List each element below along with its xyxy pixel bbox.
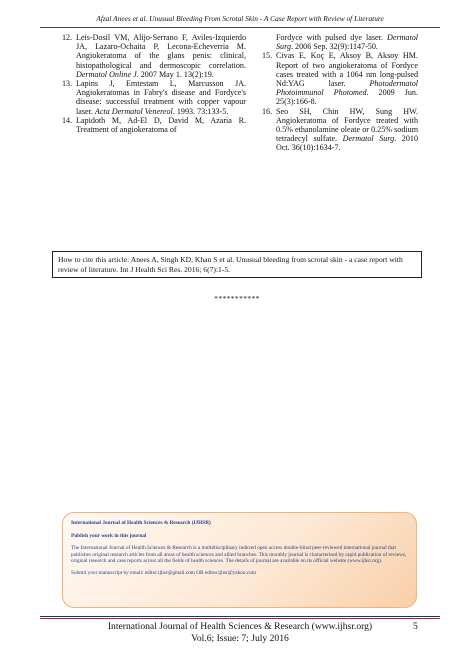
reference-number: 15.	[262, 51, 273, 61]
reference-item	[262, 33, 418, 51]
header-divider	[40, 27, 440, 28]
reference-text: Seo SH, Chin HW, Sung HW. Angiokeratoma of Fordyce treated with 0.5% ethanolamine oleate or 0.25% sodium tetradecyl sulfate. Dermatol Surg. 2010 Oct. 36(10):1634-7.	[276, 106, 418, 153]
running-header: Afzal Anees et al. Unusual Bleeding From Scrotal Skin - A Case Report with Review of Literature	[96, 14, 384, 23]
footer-divider-blue	[40, 616, 440, 617]
references-left-column	[62, 33, 246, 134]
page-number: 5	[413, 621, 418, 632]
reference-number: 12.	[62, 33, 73, 42]
reference-number	[262, 33, 276, 51]
reference-journal: Photodermatol Photoimmunol Photomed	[276, 79, 418, 98]
journal-box-title: International Journal of Health Sciences & Research (IJHSR)	[71, 520, 211, 526]
reference-item	[262, 107, 418, 153]
reference-text: Lapins J, Emtestam L, Marcusson JA. Angiokeratomas in Fabry's disease and Fordyce's disease: successful treatment with copper vapour laser. Acta Dermatol Venereol. 1993. 73:133-5.	[76, 79, 246, 116]
reference-text: Leis-Dosil VM, Alijo-Serrano F, Aviles-Izquierdo JA, Lazaro-Ochaita P, Lecona-Echeverria M. Angiokeratoma of the glans penis: clinical, histopathological and dermoscopic correlation. Dermatol Online J. 2007 May 1. 13(2):19.	[76, 33, 246, 79]
reference-text: Lapidoth M, Ad-El D, David M, Azaria R. Treatment of angiokeratoma of	[76, 115, 246, 135]
reference-journal: Dermatol Surg	[276, 33, 418, 52]
reference-text: Fordyce with pulsed dye laser. Dermatol Surg. 2006 Sep. 32(9):1147-50.	[276, 33, 418, 52]
journal-box-description: The International Journal of Health Sciences & Research is a multidisciplinary indexed open access double-blind peer-reviewed international journal that publishes original research articles from all areas of health sciences and allied branches. This monthly journal is characterised by rapid publication of reviews, original research and case reports across all the fields of health sciences. The details of journal are available on its official website (www.ijhsr.org).	[71, 545, 407, 565]
reference-journal: Dermatol Online J	[76, 69, 137, 79]
footer-volume: Vol.6; Issue: 7; July 2016	[191, 633, 289, 644]
reference-journal: Dermatol Surg	[342, 134, 395, 144]
reference-text: Civas E, Koç E, Aksoy B, Aksoy HM. Report of two angiokeratoma of Fordyce cases treated with a 1064 nm long-pulsed Nd:YAG laser. Photodermatol Photoimmunol Photomed. 2009 Jun. 25(3):166-8.	[276, 51, 418, 107]
reference-number: 13.	[62, 79, 73, 89]
references-right-column	[262, 33, 418, 153]
footer-divider-red	[40, 618, 440, 619]
journal-box-publish: Publish your work in this journal	[71, 532, 147, 539]
reference-item	[262, 51, 418, 106]
footer	[90, 621, 390, 645]
reference-number: 14.	[62, 115, 73, 125]
reference-item	[62, 116, 246, 134]
reference-number: 16.	[262, 106, 273, 116]
footer-journal-name: International Journal of Health Sciences & Research (www.ijhsr.org)	[107, 621, 373, 632]
reference-item	[62, 79, 246, 116]
end-of-article-mark: ***********	[214, 294, 260, 303]
journal-box-submit-info: Submit your manuscript by email: editor.ijhsr@gmail.com OR editor.ijhsr@yahoo.com	[71, 569, 256, 576]
citation-box: How to cite this article: Anees A, Singh KD, Khan S et al. Unusual bleeding from scrotal skin - a case report with review of literature. Int J Health Sci Res. 2016; 6(7):1-5.	[52, 251, 422, 278]
journal-promo-box	[62, 512, 417, 608]
reference-item	[62, 33, 246, 79]
reference-journal: Acta Dermatol Venereol	[94, 106, 173, 116]
